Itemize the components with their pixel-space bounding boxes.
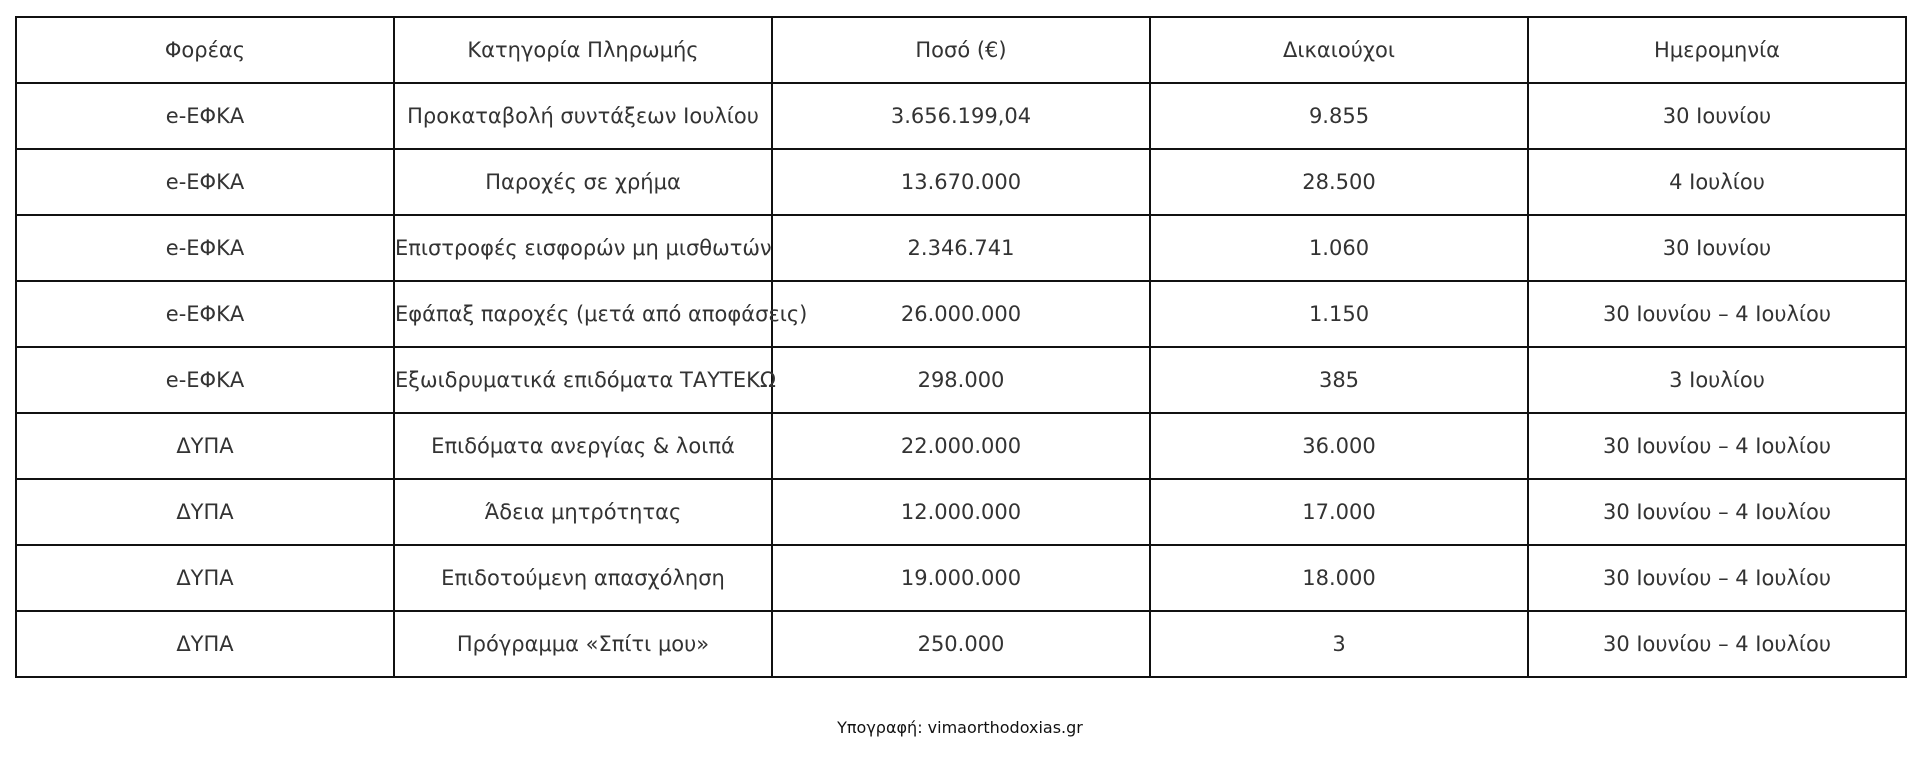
- cell-amount: 26.000.000: [772, 281, 1150, 347]
- cell-amount: 12.000.000: [772, 479, 1150, 545]
- cell-beneficiaries: 17.000: [1150, 479, 1528, 545]
- cell-beneficiaries: 1.060: [1150, 215, 1528, 281]
- table-row: [16, 479, 1906, 545]
- cell-agency: e-ΕΦΚΑ: [16, 149, 394, 215]
- cell-date: 30 Ιουνίου: [1528, 215, 1906, 281]
- cell-agency: ΔΥΠΑ: [16, 545, 394, 611]
- header-amount: Ποσό (€): [772, 17, 1150, 83]
- cell-date: 30 Ιουνίου – 4 Ιουλίου: [1528, 545, 1906, 611]
- cell-beneficiaries: 3: [1150, 611, 1528, 677]
- cell-category: Πρόγραμμα «Σπίτι μου»: [394, 611, 772, 677]
- cell-date: 4 Ιουλίου: [1528, 149, 1906, 215]
- cell-agency: e-ΕΦΚΑ: [16, 215, 394, 281]
- cell-agency: ΔΥΠΑ: [16, 413, 394, 479]
- table-row: [16, 215, 1906, 281]
- header-payment-category: Κατηγορία Πληρωμής: [394, 17, 772, 83]
- cell-date: 30 Ιουνίου – 4 Ιουλίου: [1528, 281, 1906, 347]
- cell-category: Εξωιδρυματικά επιδόματα ΤΑΥΤΕΚΩ: [394, 347, 772, 413]
- cell-category: Προκαταβολή συντάξεων Ιουλίου: [394, 83, 772, 149]
- cell-amount: 13.670.000: [772, 149, 1150, 215]
- cell-amount: 298.000: [772, 347, 1150, 413]
- cell-agency: ΔΥΠΑ: [16, 479, 394, 545]
- cell-amount: 250.000: [772, 611, 1150, 677]
- cell-beneficiaries: 36.000: [1150, 413, 1528, 479]
- cell-agency: e-ΕΦΚΑ: [16, 83, 394, 149]
- cell-category: Άδεια μητρότητας: [394, 479, 772, 545]
- cell-category: Εφάπαξ παροχές (μετά από αποφάσεις): [394, 281, 772, 347]
- table-row: [16, 545, 1906, 611]
- header-agency: Φορέας: [16, 17, 394, 83]
- table-row: [16, 347, 1906, 413]
- cell-agency: ΔΥΠΑ: [16, 611, 394, 677]
- table-row: [16, 413, 1906, 479]
- cell-category: Επιδοτούμενη απασχόληση: [394, 545, 772, 611]
- cell-date: 3 Ιουλίου: [1528, 347, 1906, 413]
- cell-agency: e-ΕΦΚΑ: [16, 281, 394, 347]
- table-row: [16, 83, 1906, 149]
- cell-category: Παροχές σε χρήμα: [394, 149, 772, 215]
- cell-beneficiaries: 18.000: [1150, 545, 1528, 611]
- cell-beneficiaries: 1.150: [1150, 281, 1528, 347]
- table-header-row: [16, 17, 1906, 83]
- cell-category: Επιδόματα ανεργίας & λοιπά: [394, 413, 772, 479]
- cell-amount: 22.000.000: [772, 413, 1150, 479]
- cell-beneficiaries: 28.500: [1150, 149, 1528, 215]
- header-beneficiaries: Δικαιούχοι: [1150, 17, 1528, 83]
- cell-amount: 3.656.199,04: [772, 83, 1150, 149]
- cell-category: Επιστροφές εισφορών μη μισθωτών: [394, 215, 772, 281]
- cell-amount: 19.000.000: [772, 545, 1150, 611]
- table-row: [16, 149, 1906, 215]
- payments-table: [15, 16, 1907, 678]
- table-row: [16, 281, 1906, 347]
- cell-beneficiaries: 385: [1150, 347, 1528, 413]
- cell-date: 30 Ιουνίου: [1528, 83, 1906, 149]
- cell-date: 30 Ιουνίου – 4 Ιουλίου: [1528, 611, 1906, 677]
- cell-date: 30 Ιουνίου – 4 Ιουλίου: [1528, 479, 1906, 545]
- header-date: Ημερομηνία: [1528, 17, 1906, 83]
- cell-agency: e-ΕΦΚΑ: [16, 347, 394, 413]
- cell-date: 30 Ιουνίου – 4 Ιουλίου: [1528, 413, 1906, 479]
- cell-beneficiaries: 9.855: [1150, 83, 1528, 149]
- cell-amount: 2.346.741: [772, 215, 1150, 281]
- signature-caption: Υπογραφή: vimaorthodoxias.gr: [837, 718, 1083, 737]
- table-row: [16, 611, 1906, 677]
